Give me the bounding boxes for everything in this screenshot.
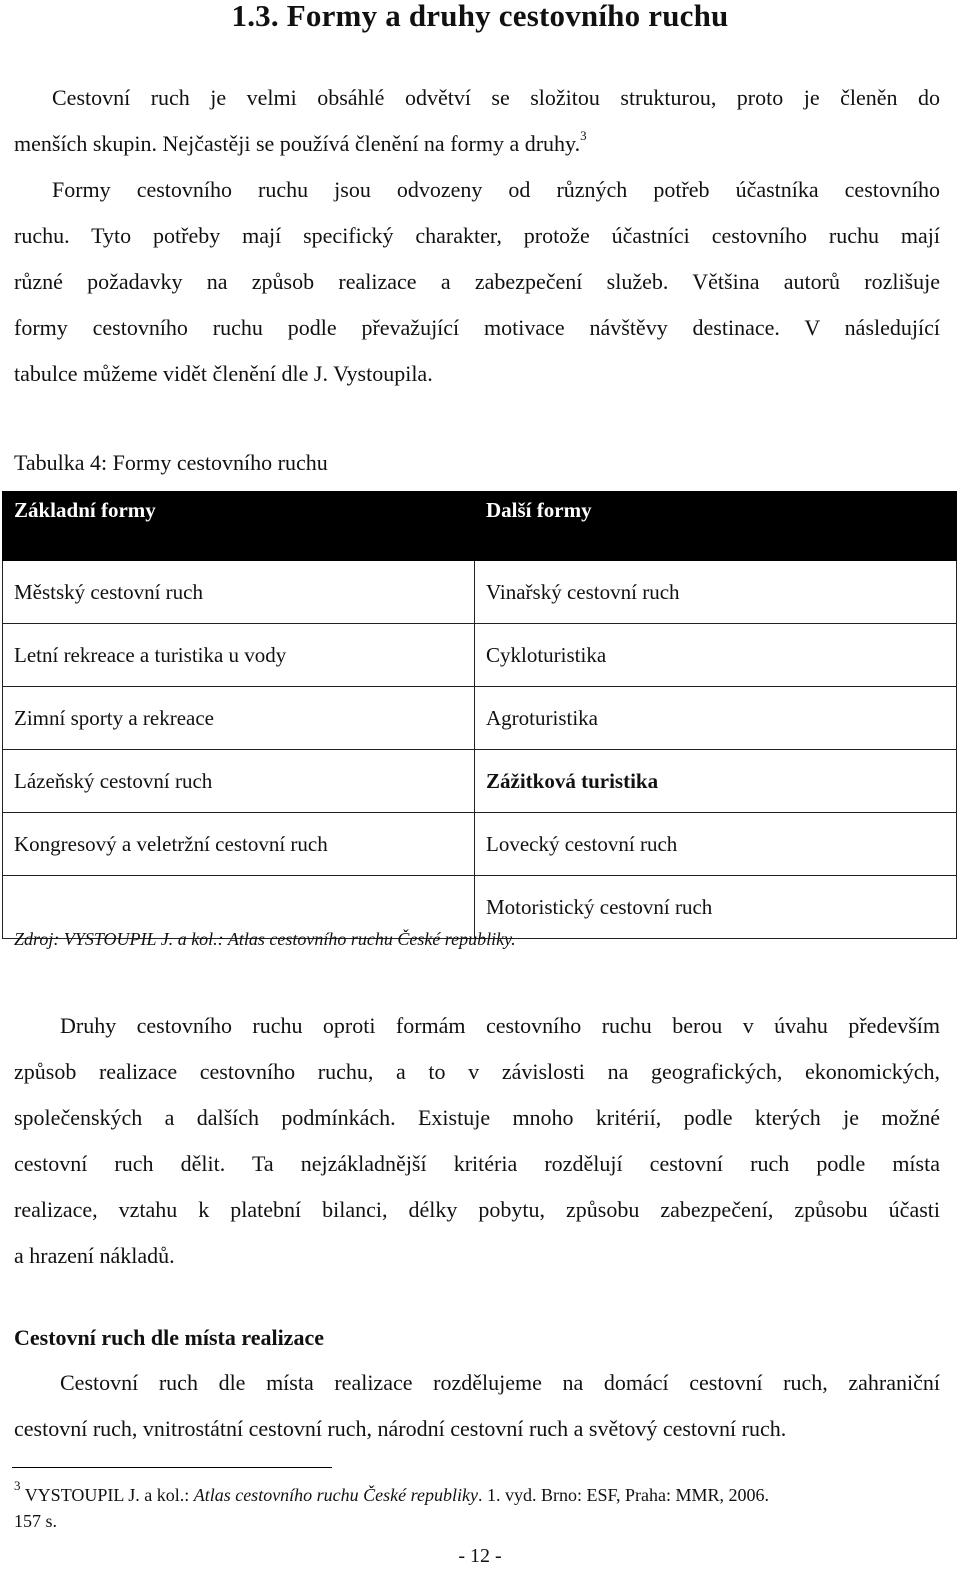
table-cell: Cykloturistika <box>475 624 957 687</box>
table-caption: Tabulka 4: Formy cestovního ruchu <box>14 450 328 475</box>
druhy-line-6: a hrazení nákladů. <box>14 1243 175 1268</box>
location-line-1: Cestovní ruch dle místa realizace rozdělujeme na domácí cestovní ruch, zahraniční <box>60 1370 940 1395</box>
intro-line-1: Cestovní ruch je velmi obsáhlé odvětví se složitou strukturou, proto je členěn do <box>52 85 940 110</box>
footnote <box>14 1478 944 1534</box>
intro-line-3: Formy cestovního ruchu jsou odvozeny od různých potřeb účastníka cestovního <box>52 177 940 202</box>
subsection-heading: Cestovní ruch dle místa realizace <box>14 1325 324 1350</box>
table-source: Zdroj: VYSTOUPIL J. a kol.: Atlas cestovního ruchu České republiky. <box>14 929 516 949</box>
footnote-book-title: Atlas cestovního ruchu České republiky <box>193 1485 478 1505</box>
intro-line-4: ruchu. Tyto potřeby mají specifický charakter, protože účastníci cestovního ruchu mají <box>14 223 940 248</box>
table-row <box>3 750 957 813</box>
forms-table <box>2 491 957 939</box>
table-cell: Zimní sporty a rekreace <box>3 687 475 750</box>
section-title: 1.3. Formy a druhy cestovního ruchu <box>231 0 729 33</box>
intro-line-7: tabulce můžeme vidět členění dle J. Vystoupila. <box>14 361 433 386</box>
footnote-separator <box>12 1467 332 1468</box>
table-row <box>3 813 957 876</box>
druhy-line-4: cestovní ruch dělit. Ta nejzákladnější kritéria rozdělují cestovní ruch podle místa <box>14 1151 940 1176</box>
intro-line-5: různé požadavky na způsob realizace a zabezpečení služeb. Většina autorů rozlišuje <box>14 269 940 294</box>
intro-line-2: menších skupin. Nejčastěji se používá členění na formy a druhy.$^3$ <box>14 128 587 156</box>
table-cell: Agroturistika <box>475 687 957 750</box>
table-row <box>3 624 957 687</box>
header-basic-forms: Základní formy <box>3 492 475 561</box>
page-number: - 12 - <box>458 1545 502 1567</box>
table-row <box>3 561 957 624</box>
table-cell: Lovecký cestovní ruch <box>475 813 957 876</box>
table-cell: Motoristický cestovní ruch <box>475 876 957 939</box>
table-cell: Kongresový a veletržní cestovní ruch <box>3 813 475 876</box>
druhy-line-1: Druhy cestovního ruchu oproti formám cestovního ruchu berou v úvahu především <box>60 1013 940 1038</box>
druhy-line-5: realizace, vztahu k platební bilanci, délky pobytu, způsobu zabezpečení, způsobu účasti <box>14 1197 940 1222</box>
table-header-row <box>3 492 957 561</box>
footnote-ref[interactable]: 3 <box>580 128 587 143</box>
table-cell: Zážitková turistika <box>475 750 957 813</box>
footnote-line-1: $^3$ VYSTOUPIL J. a kol.: Atlas cestovního ruchu České republiky. 1. vyd. Brno: ESF, Praha: MMR, 2006. <box>14 1478 770 1505</box>
table-cell: Letní rekreace a turistika u vody <box>3 624 475 687</box>
table-cell: Lázeňský cestovní ruch <box>3 750 475 813</box>
table-cell: Vinařský cestovní ruch <box>475 561 957 624</box>
table-row <box>3 687 957 750</box>
footnote-line-2: 157 s. <box>14 1511 58 1531</box>
druhy-line-2: způsob realizace cestovního ruchu, a to v závislosti na geografických, ekonomických, <box>14 1059 940 1084</box>
intro-line-6: formy cestovního ruchu podle převažující motivace návštěvy destinace. V následující <box>14 315 940 340</box>
druhy-line-3: společenských a dalších podmínkách. Existuje mnoho kritérií, podle kterých je možné <box>14 1105 940 1130</box>
table-cell: Městský cestovní ruch <box>3 561 475 624</box>
footnote-number: 3 <box>14 1478 21 1493</box>
location-line-2: cestovní ruch, vnitrostátní cestovní ruch, národní cestovní ruch a světový cestovní ruch. <box>14 1416 787 1441</box>
header-other-forms: Další formy <box>475 492 957 561</box>
